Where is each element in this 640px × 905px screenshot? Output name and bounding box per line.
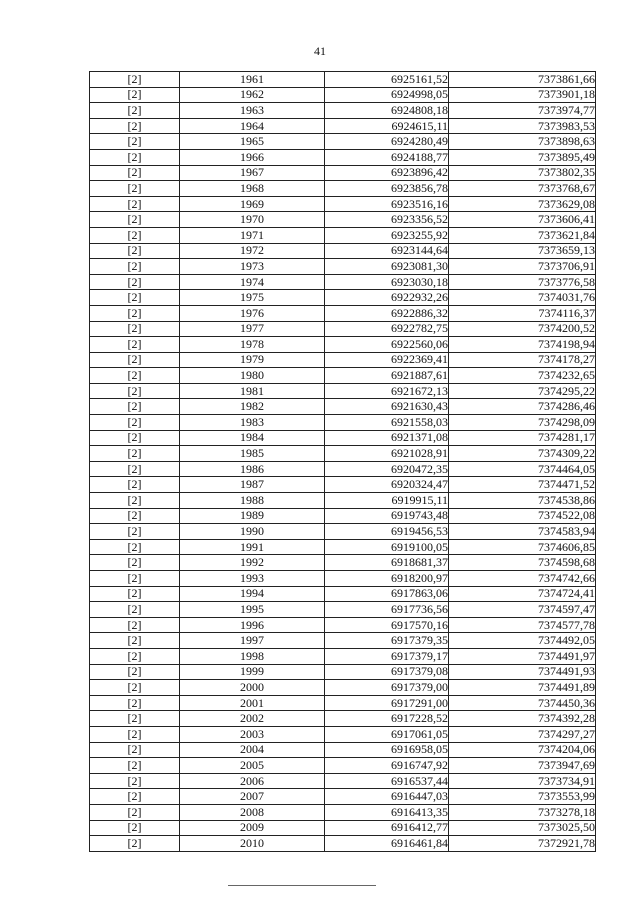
table-row xyxy=(90,664,596,680)
cell-y-coordinate: 7374742,66 xyxy=(449,571,596,587)
cell-point-number: 2009 xyxy=(180,820,325,836)
cell-y-coordinate: 7374298,09 xyxy=(449,415,596,431)
cell-x-coordinate: 6917736,56 xyxy=(325,602,449,618)
table-row xyxy=(90,72,596,88)
cell-point-number: 1971 xyxy=(180,227,325,243)
cell-y-coordinate: 7374724,41 xyxy=(449,586,596,602)
table-row xyxy=(90,586,596,602)
cell-x-coordinate: 6924615,11 xyxy=(325,118,449,134)
cell-y-coordinate: 7373278,18 xyxy=(449,804,596,820)
coordinates-table-body xyxy=(90,72,596,852)
cell-point-number: 1976 xyxy=(180,305,325,321)
cell-x-coordinate: 6922932,26 xyxy=(325,290,449,306)
table-row xyxy=(90,368,596,384)
cell-reference: [2] xyxy=(90,789,180,805)
cell-x-coordinate: 6919915,11 xyxy=(325,493,449,509)
cell-reference: [2] xyxy=(90,539,180,555)
cell-reference: [2] xyxy=(90,212,180,228)
table-row xyxy=(90,742,596,758)
cell-point-number: 1984 xyxy=(180,430,325,446)
cell-y-coordinate: 7373861,66 xyxy=(449,72,596,88)
cell-x-coordinate: 6916958,05 xyxy=(325,742,449,758)
cell-y-coordinate: 7374491,93 xyxy=(449,664,596,680)
cell-reference: [2] xyxy=(90,477,180,493)
cell-reference: [2] xyxy=(90,773,180,789)
cell-y-coordinate: 7374583,94 xyxy=(449,524,596,540)
cell-point-number: 2000 xyxy=(180,680,325,696)
cell-reference: [2] xyxy=(90,446,180,462)
cell-x-coordinate: 6924280,49 xyxy=(325,134,449,150)
cell-y-coordinate: 7373776,58 xyxy=(449,274,596,290)
cell-reference: [2] xyxy=(90,758,180,774)
page-number: 41 xyxy=(314,44,326,58)
table-row xyxy=(90,399,596,415)
cell-reference: [2] xyxy=(90,836,180,852)
cell-reference: [2] xyxy=(90,555,180,571)
table-row xyxy=(90,539,596,555)
table-row xyxy=(90,305,596,321)
table-row xyxy=(90,134,596,150)
cell-y-coordinate: 7374606,85 xyxy=(449,539,596,555)
table-row xyxy=(90,508,596,524)
cell-y-coordinate: 7374178,27 xyxy=(449,352,596,368)
table-row xyxy=(90,711,596,727)
table-row xyxy=(90,321,596,337)
cell-point-number: 1970 xyxy=(180,212,325,228)
cell-y-coordinate: 7374309,22 xyxy=(449,446,596,462)
cell-point-number: 1980 xyxy=(180,368,325,384)
cell-x-coordinate: 6917228,52 xyxy=(325,711,449,727)
cell-point-number: 1987 xyxy=(180,477,325,493)
cell-y-coordinate: 7373553,99 xyxy=(449,789,596,805)
cell-y-coordinate: 7372921,78 xyxy=(449,836,596,852)
table-row xyxy=(90,789,596,805)
cell-point-number: 1966 xyxy=(180,149,325,165)
cell-point-number: 1981 xyxy=(180,383,325,399)
cell-point-number: 1988 xyxy=(180,493,325,509)
cell-reference: [2] xyxy=(90,633,180,649)
cell-reference: [2] xyxy=(90,383,180,399)
cell-reference: [2] xyxy=(90,352,180,368)
table-row xyxy=(90,196,596,212)
cell-reference: [2] xyxy=(90,103,180,119)
cell-y-coordinate: 7374116,37 xyxy=(449,305,596,321)
cell-x-coordinate: 6918200,97 xyxy=(325,571,449,587)
cell-point-number: 2006 xyxy=(180,773,325,789)
cell-x-coordinate: 6917379,00 xyxy=(325,680,449,696)
table-row xyxy=(90,118,596,134)
table-row xyxy=(90,430,596,446)
cell-point-number: 1979 xyxy=(180,352,325,368)
table-row xyxy=(90,493,596,509)
table-row xyxy=(90,758,596,774)
cell-reference: [2] xyxy=(90,493,180,509)
table-row xyxy=(90,274,596,290)
cell-reference: [2] xyxy=(90,430,180,446)
table-row xyxy=(90,149,596,165)
cell-point-number: 1977 xyxy=(180,321,325,337)
cell-point-number: 2007 xyxy=(180,789,325,805)
table-row xyxy=(90,337,596,353)
cell-point-number: 1974 xyxy=(180,274,325,290)
table-row xyxy=(90,415,596,431)
cell-reference: [2] xyxy=(90,415,180,431)
cell-reference: [2] xyxy=(90,134,180,150)
cell-y-coordinate: 7373621,84 xyxy=(449,227,596,243)
cell-y-coordinate: 7373629,08 xyxy=(449,196,596,212)
cell-y-coordinate: 7374450,36 xyxy=(449,695,596,711)
cell-y-coordinate: 7373895,49 xyxy=(449,149,596,165)
cell-x-coordinate: 6924188,77 xyxy=(325,149,449,165)
table-row xyxy=(90,227,596,243)
cell-point-number: 1991 xyxy=(180,539,325,555)
table-row xyxy=(90,571,596,587)
cell-x-coordinate: 6923896,42 xyxy=(325,165,449,181)
cell-point-number: 1961 xyxy=(180,72,325,88)
table-row xyxy=(90,648,596,664)
cell-y-coordinate: 7373768,67 xyxy=(449,181,596,197)
cell-reference: [2] xyxy=(90,617,180,633)
cell-reference: [2] xyxy=(90,804,180,820)
cell-x-coordinate: 6921558,03 xyxy=(325,415,449,431)
table-row xyxy=(90,726,596,742)
cell-x-coordinate: 6921887,61 xyxy=(325,368,449,384)
table-row xyxy=(90,617,596,633)
cell-reference: [2] xyxy=(90,290,180,306)
cell-x-coordinate: 6919743,48 xyxy=(325,508,449,524)
cell-point-number: 1964 xyxy=(180,118,325,134)
cell-reference: [2] xyxy=(90,118,180,134)
cell-point-number: 2003 xyxy=(180,726,325,742)
table-row xyxy=(90,524,596,540)
cell-y-coordinate: 7374392,28 xyxy=(449,711,596,727)
table-row xyxy=(90,773,596,789)
cell-x-coordinate: 6925161,52 xyxy=(325,72,449,88)
cell-point-number: 1969 xyxy=(180,196,325,212)
cell-y-coordinate: 7374464,05 xyxy=(449,461,596,477)
table-row xyxy=(90,165,596,181)
cell-x-coordinate: 6917061,05 xyxy=(325,726,449,742)
cell-x-coordinate: 6921630,43 xyxy=(325,399,449,415)
cell-reference: [2] xyxy=(90,259,180,275)
cell-point-number: 1968 xyxy=(180,181,325,197)
cell-x-coordinate: 6923516,16 xyxy=(325,196,449,212)
cell-point-number: 1993 xyxy=(180,571,325,587)
cell-y-coordinate: 7374204,06 xyxy=(449,742,596,758)
cell-x-coordinate: 6922782,75 xyxy=(325,321,449,337)
cell-x-coordinate: 6916413,35 xyxy=(325,804,449,820)
cell-x-coordinate: 6917379,17 xyxy=(325,648,449,664)
cell-reference: [2] xyxy=(90,227,180,243)
cell-y-coordinate: 7373025,50 xyxy=(449,820,596,836)
coordinates-table xyxy=(89,71,596,852)
cell-reference: [2] xyxy=(90,742,180,758)
table-row xyxy=(90,383,596,399)
table-row xyxy=(90,352,596,368)
cell-point-number: 2010 xyxy=(180,836,325,852)
cell-reference: [2] xyxy=(90,602,180,618)
table-row xyxy=(90,820,596,836)
cell-reference: [2] xyxy=(90,87,180,103)
cell-reference: [2] xyxy=(90,571,180,587)
cell-x-coordinate: 6923356,52 xyxy=(325,212,449,228)
cell-point-number: 1986 xyxy=(180,461,325,477)
cell-point-number: 1978 xyxy=(180,337,325,353)
table-row xyxy=(90,804,596,820)
table-row xyxy=(90,477,596,493)
cell-point-number: 2004 xyxy=(180,742,325,758)
cell-point-number: 1999 xyxy=(180,664,325,680)
cell-x-coordinate: 6920324,47 xyxy=(325,477,449,493)
cell-x-coordinate: 6923144,64 xyxy=(325,243,449,259)
cell-x-coordinate: 6923255,92 xyxy=(325,227,449,243)
cell-x-coordinate: 6917379,08 xyxy=(325,664,449,680)
cell-point-number: 1990 xyxy=(180,524,325,540)
cell-reference: [2] xyxy=(90,508,180,524)
cell-y-coordinate: 7373802,35 xyxy=(449,165,596,181)
table-row xyxy=(90,212,596,228)
cell-point-number: 2002 xyxy=(180,711,325,727)
table-row xyxy=(90,555,596,571)
cell-point-number: 1996 xyxy=(180,617,325,633)
cell-y-coordinate: 7374491,97 xyxy=(449,648,596,664)
table-row xyxy=(90,836,596,852)
cell-y-coordinate: 7373734,91 xyxy=(449,773,596,789)
cell-reference: [2] xyxy=(90,243,180,259)
cell-point-number: 1995 xyxy=(180,602,325,618)
cell-reference: [2] xyxy=(90,399,180,415)
cell-x-coordinate: 6919456,53 xyxy=(325,524,449,540)
table-row xyxy=(90,259,596,275)
cell-point-number: 1998 xyxy=(180,648,325,664)
cell-point-number: 1967 xyxy=(180,165,325,181)
cell-x-coordinate: 6921028,91 xyxy=(325,446,449,462)
cell-y-coordinate: 7373983,53 xyxy=(449,118,596,134)
cell-x-coordinate: 6916747,92 xyxy=(325,758,449,774)
cell-y-coordinate: 7373898,63 xyxy=(449,134,596,150)
cell-y-coordinate: 7374471,52 xyxy=(449,477,596,493)
cell-y-coordinate: 7374522,08 xyxy=(449,508,596,524)
cell-x-coordinate: 6917863,06 xyxy=(325,586,449,602)
cell-reference: [2] xyxy=(90,337,180,353)
cell-point-number: 1989 xyxy=(180,508,325,524)
cell-reference: [2] xyxy=(90,695,180,711)
table-row xyxy=(90,461,596,477)
cell-reference: [2] xyxy=(90,165,180,181)
cell-y-coordinate: 7374297,27 xyxy=(449,726,596,742)
cell-x-coordinate: 6922560,06 xyxy=(325,337,449,353)
cell-point-number: 2005 xyxy=(180,758,325,774)
cell-x-coordinate: 6917291,00 xyxy=(325,695,449,711)
cell-x-coordinate: 6922886,32 xyxy=(325,305,449,321)
cell-point-number: 1992 xyxy=(180,555,325,571)
cell-y-coordinate: 7373706,91 xyxy=(449,259,596,275)
cell-point-number: 1997 xyxy=(180,633,325,649)
cell-point-number: 1962 xyxy=(180,87,325,103)
cell-reference: [2] xyxy=(90,680,180,696)
table-row xyxy=(90,103,596,119)
cell-x-coordinate: 6922369,41 xyxy=(325,352,449,368)
cell-point-number: 1972 xyxy=(180,243,325,259)
cell-y-coordinate: 7374295,22 xyxy=(449,383,596,399)
cell-y-coordinate: 7373606,41 xyxy=(449,212,596,228)
cell-x-coordinate: 6916461,84 xyxy=(325,836,449,852)
cell-y-coordinate: 7374491,89 xyxy=(449,680,596,696)
cell-reference: [2] xyxy=(90,648,180,664)
cell-x-coordinate: 6923081,30 xyxy=(325,259,449,275)
cell-point-number: 1963 xyxy=(180,103,325,119)
cell-y-coordinate: 7374597,47 xyxy=(449,602,596,618)
cell-x-coordinate: 6917379,35 xyxy=(325,633,449,649)
cell-x-coordinate: 6916447,03 xyxy=(325,789,449,805)
footer-divider xyxy=(228,885,376,886)
cell-x-coordinate: 6921672,13 xyxy=(325,383,449,399)
table-row xyxy=(90,602,596,618)
cell-reference: [2] xyxy=(90,711,180,727)
cell-y-coordinate: 7374198,94 xyxy=(449,337,596,353)
cell-x-coordinate: 6917570,16 xyxy=(325,617,449,633)
cell-x-coordinate: 6916412,77 xyxy=(325,820,449,836)
table-row xyxy=(90,680,596,696)
cell-x-coordinate: 6916537,44 xyxy=(325,773,449,789)
cell-x-coordinate: 6921371,08 xyxy=(325,430,449,446)
cell-reference: [2] xyxy=(90,820,180,836)
cell-x-coordinate: 6918681,37 xyxy=(325,555,449,571)
cell-x-coordinate: 6920472,35 xyxy=(325,461,449,477)
cell-reference: [2] xyxy=(90,368,180,384)
cell-y-coordinate: 7374281,17 xyxy=(449,430,596,446)
cell-reference: [2] xyxy=(90,274,180,290)
table-row xyxy=(90,243,596,259)
cell-y-coordinate: 7374031,76 xyxy=(449,290,596,306)
cell-y-coordinate: 7374492,05 xyxy=(449,633,596,649)
cell-reference: [2] xyxy=(90,726,180,742)
cell-y-coordinate: 7374598,68 xyxy=(449,555,596,571)
cell-point-number: 2008 xyxy=(180,804,325,820)
cell-reference: [2] xyxy=(90,72,180,88)
cell-y-coordinate: 7373901,18 xyxy=(449,87,596,103)
cell-point-number: 1983 xyxy=(180,415,325,431)
cell-x-coordinate: 6923856,78 xyxy=(325,181,449,197)
cell-reference: [2] xyxy=(90,149,180,165)
cell-reference: [2] xyxy=(90,196,180,212)
cell-x-coordinate: 6924808,18 xyxy=(325,103,449,119)
cell-reference: [2] xyxy=(90,181,180,197)
cell-y-coordinate: 7374577,78 xyxy=(449,617,596,633)
cell-point-number: 1985 xyxy=(180,446,325,462)
cell-reference: [2] xyxy=(90,586,180,602)
cell-y-coordinate: 7373659,13 xyxy=(449,243,596,259)
cell-point-number: 1982 xyxy=(180,399,325,415)
cell-y-coordinate: 7374200,52 xyxy=(449,321,596,337)
cell-point-number: 1973 xyxy=(180,259,325,275)
cell-point-number: 1994 xyxy=(180,586,325,602)
table-row xyxy=(90,695,596,711)
table-row xyxy=(90,181,596,197)
cell-reference: [2] xyxy=(90,461,180,477)
cell-point-number: 1965 xyxy=(180,134,325,150)
cell-reference: [2] xyxy=(90,664,180,680)
cell-reference: [2] xyxy=(90,524,180,540)
cell-point-number: 2001 xyxy=(180,695,325,711)
table-row xyxy=(90,290,596,306)
table-row xyxy=(90,87,596,103)
cell-y-coordinate: 7374286,46 xyxy=(449,399,596,415)
cell-y-coordinate: 7374538,86 xyxy=(449,493,596,509)
cell-reference: [2] xyxy=(90,305,180,321)
cell-x-coordinate: 6919100,05 xyxy=(325,539,449,555)
cell-x-coordinate: 6924998,05 xyxy=(325,87,449,103)
table-row xyxy=(90,633,596,649)
cell-y-coordinate: 7373974,77 xyxy=(449,103,596,119)
cell-point-number: 1975 xyxy=(180,290,325,306)
table-row xyxy=(90,446,596,462)
cell-y-coordinate: 7374232,65 xyxy=(449,368,596,384)
cell-x-coordinate: 6923030,18 xyxy=(325,274,449,290)
cell-y-coordinate: 7373947,69 xyxy=(449,758,596,774)
cell-reference: [2] xyxy=(90,321,180,337)
